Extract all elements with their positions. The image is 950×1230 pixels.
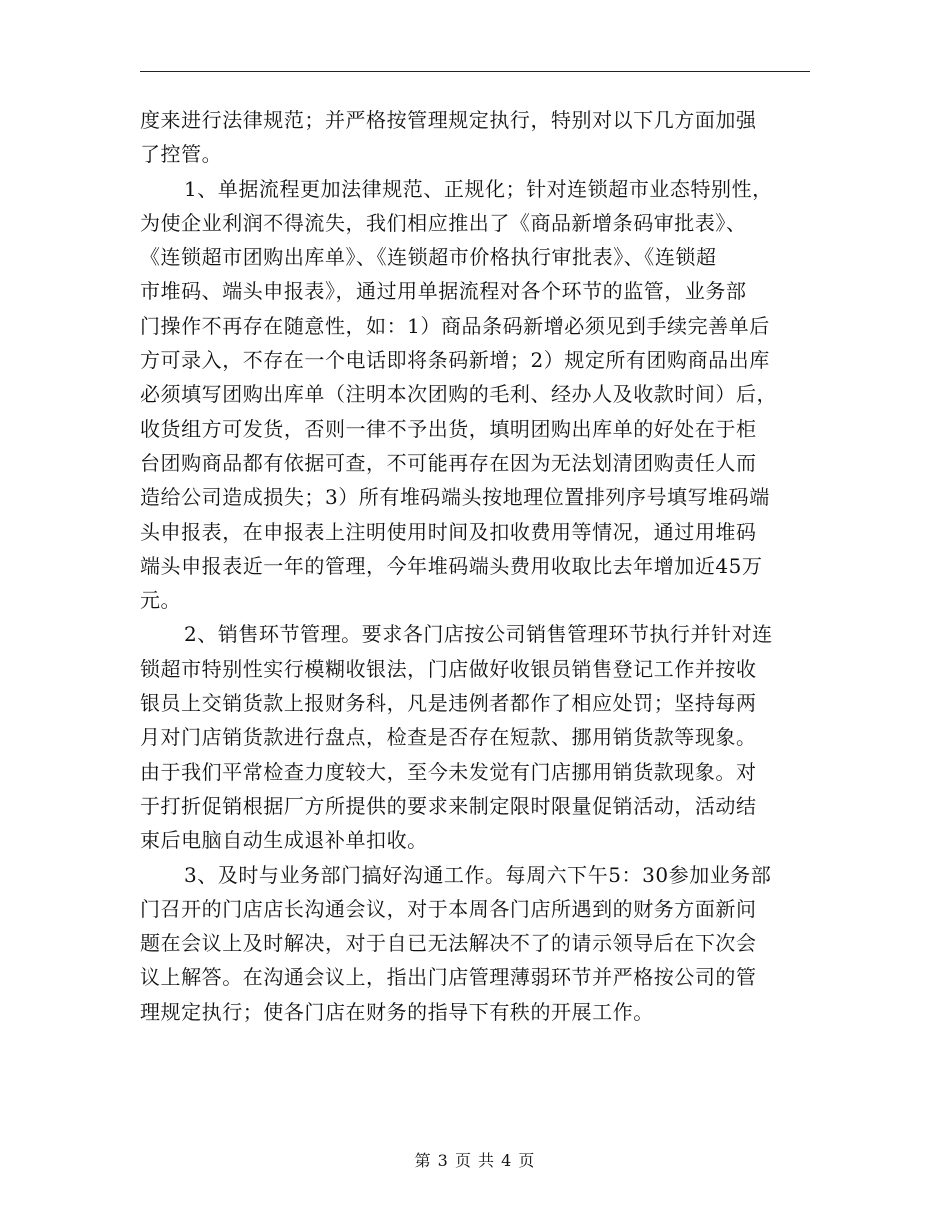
text-line: 束后电脑自动生成退补单扣收。 [140,828,428,853]
page-number-footer: 第 3 页 共 4 页 [414,1151,536,1170]
text-line: 必须填写团购出库单（注明本次团购的毛利、经办人及收款时间）后， [140,382,778,407]
text-line: 理规定执行；使各门店在财务的指导下有秩的开展工作。 [140,999,654,1024]
text-line: 《连锁超市团购出库单》、《连锁超市价格执行审批表》、《连锁超 [140,245,717,270]
header-rule [140,71,810,72]
text-line: 收货组方可发货，否则一律不予出货，填明团购出库单的好处在于柜 [140,416,757,441]
text-line: 了控管。 [140,142,223,167]
text-line: 议上解答。在沟通会议上，指出门店管理薄弱环节并严格按公司的管 [140,965,757,990]
text-line: 3、及时与业务部门搞好沟通工作。每周六下午5：30参加业务部 [184,862,772,887]
text-line: 方可录入，不存在一个电话即将条码新增；2）规定所有团购商品出库 [140,348,770,373]
text-line: 度来进行法律规范；并严格按管理规定执行，特别对以下几方面加强 [140,108,757,132]
text-line: 由于我们平常检查力度较大，至今未发觉有门店挪用销货款现象。对 [140,759,757,784]
text-line: 于打折促销根据厂方所提供的要求来制定限时限量促销活动，活动结 [140,793,757,818]
text-line: 头申报表，在申报表上注明使用时间及扣收费用等情况，通过用堆码 [140,519,757,544]
text-line: 题在会议上及时解决，对于自已无法解决不了的请示领导后在下次会 [140,931,757,956]
body-text [140,103,810,1029]
text-line: 造给公司造成损失；3）所有堆码端头按地理位置排列序号填写堆码端 [140,485,770,510]
text-line: 端头申报表近一年的管理，今年堆码端头费用收取比去年增加近45万 [140,553,763,578]
text-line: 月对门店销货款进行盘点，检查是否存在短款、挪用销货款等现象。 [140,725,757,750]
text-line: 锁超市特别性实行模糊收银法，门店做好收银员销售登记工作并按收 [140,656,757,681]
text-line: 市堆码、端头申报表》，通过用单据流程对各个环节的监管，业务部 [140,279,747,304]
text-line: 门操作不再存在随意性，如：1）商品条码新增必须见到手续完善单后 [140,313,770,338]
text-line: 1、单据流程更加法律规范、正规化；针对连锁超市业态特别性， [184,176,773,201]
text-line: 元。 [140,588,182,613]
text-line: 台团购商品都有依据可查，不可能再存在因为无法划清团购责任人而 [140,450,757,475]
text-line: 门召开的门店店长沟通会议，对于本周各门店所遇到的财务方面新问 [140,896,757,921]
text-line: 银员上交销货款上报财务科，凡是违例者都作了相应处罚；坚持每两 [140,691,757,716]
text-line: 2、销售环节管理。要求各门店按公司销售管理环节执行并针对连 [184,622,773,647]
text-line: 为使企业利润不得流失，我们相应推出了《商品新增条码审批表》、 [140,210,747,235]
